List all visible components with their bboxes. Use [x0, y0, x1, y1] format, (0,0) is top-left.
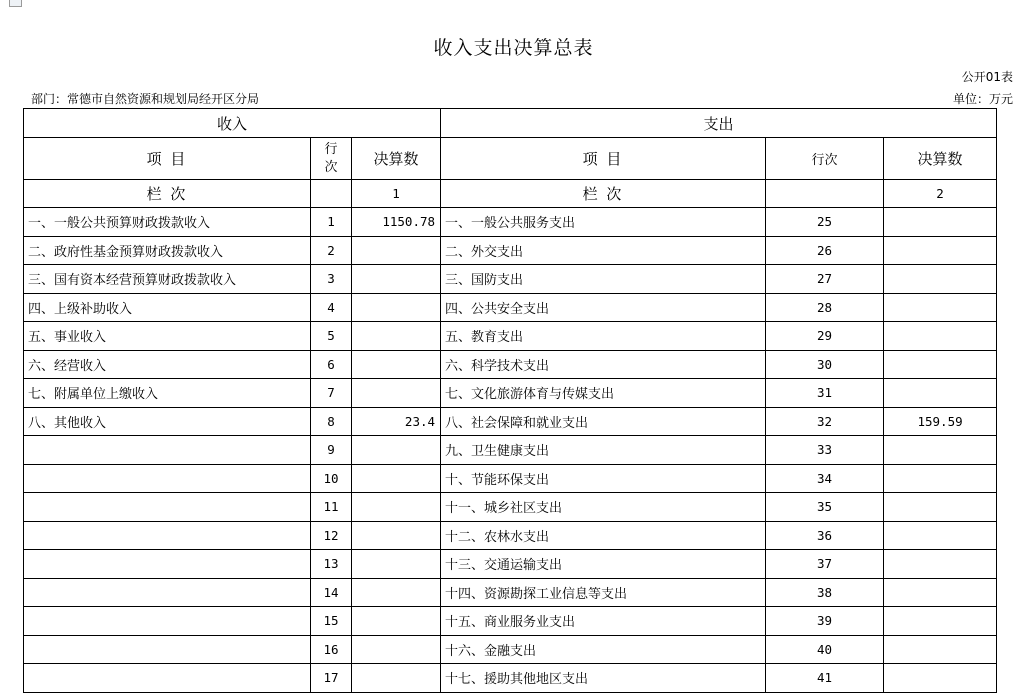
income-amount-cell — [352, 436, 441, 465]
expense-amount-cell — [884, 436, 997, 465]
expense-item-cell: 十六、金融支出 — [441, 635, 766, 664]
expense-item-cell: 十四、资源勘探工业信息等支出 — [441, 578, 766, 607]
income-line-cell: 3 — [311, 265, 352, 294]
income-item-cell — [24, 607, 311, 636]
table-row — [24, 578, 997, 607]
income-amount-cell — [352, 293, 441, 322]
income-item-cell — [24, 521, 311, 550]
table-row — [24, 293, 997, 322]
expense-line-cell: 37 — [766, 550, 884, 579]
income-line-cell: 7 — [311, 379, 352, 408]
expense-group-header: 支出 — [441, 109, 997, 138]
expense-amount-cell — [884, 293, 997, 322]
income-item-cell: 七、附属单位上缴收入 — [24, 379, 311, 408]
expense-amount-header: 决算数 — [884, 138, 997, 180]
table-row — [24, 436, 997, 465]
income-amount-header: 决算数 — [352, 138, 441, 180]
income-amount-cell — [352, 236, 441, 265]
income-item-cell: 四、上级补助收入 — [24, 293, 311, 322]
expense-amount-cell — [884, 464, 997, 493]
unit-label: 单位：万元 — [952, 92, 1013, 106]
income-amount-cell — [352, 578, 441, 607]
expense-line-cell: 33 — [766, 436, 884, 465]
income-amount-cell: 23.4 — [352, 407, 441, 436]
expense-item-cell: 三、国防支出 — [441, 265, 766, 294]
income-line-cell: 11 — [311, 493, 352, 522]
expense-amount-cell: 159.59 — [884, 407, 997, 436]
income-line-header — [311, 138, 352, 180]
table-row — [24, 208, 997, 237]
expense-amount-cell — [884, 635, 997, 664]
expense-item-cell: 十、节能环保支出 — [441, 464, 766, 493]
expense-line-cell: 36 — [766, 521, 884, 550]
income-line-column-number — [311, 180, 352, 208]
department-label: 部门：常德市自然资源和规划局经开区分局 — [31, 92, 260, 106]
income-amount-cell — [352, 664, 441, 693]
expense-amount-cell — [884, 265, 997, 294]
expense-line-cell: 29 — [766, 322, 884, 351]
column-header-row — [24, 138, 997, 180]
expense-line-cell: 26 — [766, 236, 884, 265]
sheet-corner-icon[interactable] — [9, 0, 22, 7]
expense-amount-cell — [884, 578, 997, 607]
table-row — [24, 265, 997, 294]
expense-line-header: 行次 — [766, 138, 884, 180]
expense-line-cell: 31 — [766, 379, 884, 408]
expense-line-cell: 30 — [766, 350, 884, 379]
income-column-label: 栏 次 — [24, 180, 311, 208]
income-item-cell: 五、事业收入 — [24, 322, 311, 351]
income-amount-cell — [352, 322, 441, 351]
income-line-cell: 12 — [311, 521, 352, 550]
income-item-cell: 一、一般公共预算财政拨款收入 — [24, 208, 311, 237]
income-line-cell: 1 — [311, 208, 352, 237]
income-amount-cell: 1150.78 — [352, 208, 441, 237]
table-row — [24, 635, 997, 664]
income-line-cell: 16 — [311, 635, 352, 664]
income-group-header: 收入 — [24, 109, 441, 138]
income-line-cell: 6 — [311, 350, 352, 379]
income-line-header-bottom: 次 — [324, 159, 338, 175]
table-row — [24, 521, 997, 550]
income-item-cell — [24, 578, 311, 607]
page-title: 收入支出决算总表 — [433, 37, 594, 59]
expense-item-cell: 四、公共安全支出 — [441, 293, 766, 322]
income-item-cell — [24, 635, 311, 664]
expense-amount-cell — [884, 236, 997, 265]
expense-amount-cell — [884, 664, 997, 693]
income-amount-cell — [352, 635, 441, 664]
expense-item-cell: 十二、农林水支出 — [441, 521, 766, 550]
expense-amount-cell — [884, 493, 997, 522]
expense-line-cell: 25 — [766, 208, 884, 237]
income-amount-cell — [352, 265, 441, 294]
expense-item-header: 项 目 — [441, 138, 766, 180]
income-amount-cell — [352, 550, 441, 579]
expense-item-cell: 六、科学技术支出 — [441, 350, 766, 379]
expense-line-cell: 34 — [766, 464, 884, 493]
expense-item-cell: 七、文化旅游体育与传媒支出 — [441, 379, 766, 408]
income-item-cell — [24, 664, 311, 693]
income-item-cell: 二、政府性基金预算财政拨款收入 — [24, 236, 311, 265]
income-item-cell — [24, 493, 311, 522]
expense-item-cell: 十一、城乡社区支出 — [441, 493, 766, 522]
table-row — [24, 664, 997, 693]
expense-line-cell: 40 — [766, 635, 884, 664]
expense-line-cell: 41 — [766, 664, 884, 693]
expense-amount-cell — [884, 521, 997, 550]
table-row — [24, 407, 997, 436]
table-row — [24, 236, 997, 265]
table-row — [24, 550, 997, 579]
expense-line-cell: 38 — [766, 578, 884, 607]
income-line-cell: 13 — [311, 550, 352, 579]
expense-line-cell: 39 — [766, 607, 884, 636]
income-line-cell: 14 — [311, 578, 352, 607]
table-row — [24, 379, 997, 408]
income-item-cell — [24, 464, 311, 493]
form-code: 公开01表 — [961, 70, 1013, 84]
expense-amount-cell — [884, 208, 997, 237]
expense-item-cell: 十三、交通运输支出 — [441, 550, 766, 579]
income-line-cell: 5 — [311, 322, 352, 351]
expense-amount-cell — [884, 607, 997, 636]
income-line-cell: 15 — [311, 607, 352, 636]
expense-item-cell: 一、一般公共服务支出 — [441, 208, 766, 237]
income-item-cell: 八、其他收入 — [24, 407, 311, 436]
expense-item-cell: 二、外交支出 — [441, 236, 766, 265]
income-amount-cell — [352, 379, 441, 408]
table-row — [24, 322, 997, 351]
expense-column-number: 2 — [884, 180, 997, 208]
income-item-cell — [24, 550, 311, 579]
table-row — [24, 493, 997, 522]
expense-item-cell: 十五、商业服务业支出 — [441, 607, 766, 636]
expense-amount-cell — [884, 550, 997, 579]
expense-line-cell: 32 — [766, 407, 884, 436]
expense-column-label: 栏 次 — [441, 180, 766, 208]
income-line-header-top: 行 — [324, 141, 338, 157]
income-line-cell: 4 — [311, 293, 352, 322]
income-line-cell: 8 — [311, 407, 352, 436]
table-row — [24, 350, 997, 379]
income-amount-cell — [352, 607, 441, 636]
expense-amount-cell — [884, 379, 997, 408]
column-number-row — [24, 180, 997, 208]
expense-line-column-number — [766, 180, 884, 208]
income-amount-cell — [352, 493, 441, 522]
income-amount-cell — [352, 464, 441, 493]
income-column-number: 1 — [352, 180, 441, 208]
expense-line-cell: 28 — [766, 293, 884, 322]
income-item-cell — [24, 436, 311, 465]
group-header-row — [24, 109, 997, 138]
expense-amount-cell — [884, 350, 997, 379]
income-item-cell: 六、经营收入 — [24, 350, 311, 379]
expense-amount-cell — [884, 322, 997, 351]
expense-item-cell: 八、社会保障和就业支出 — [441, 407, 766, 436]
expense-item-cell: 九、卫生健康支出 — [441, 436, 766, 465]
expense-line-cell: 27 — [766, 265, 884, 294]
income-amount-cell — [352, 350, 441, 379]
table-row — [24, 607, 997, 636]
income-item-cell: 三、国有资本经营预算财政拨款收入 — [24, 265, 311, 294]
income-line-cell: 17 — [311, 664, 352, 693]
income-line-cell: 2 — [311, 236, 352, 265]
income-line-cell: 10 — [311, 464, 352, 493]
expense-item-cell: 五、教育支出 — [441, 322, 766, 351]
income-item-header: 项 目 — [24, 138, 311, 180]
income-line-cell: 9 — [311, 436, 352, 465]
expense-line-cell: 35 — [766, 493, 884, 522]
income-expense-table — [23, 108, 997, 693]
income-amount-cell — [352, 521, 441, 550]
expense-item-cell: 十七、援助其他地区支出 — [441, 664, 766, 693]
table-row — [24, 464, 997, 493]
